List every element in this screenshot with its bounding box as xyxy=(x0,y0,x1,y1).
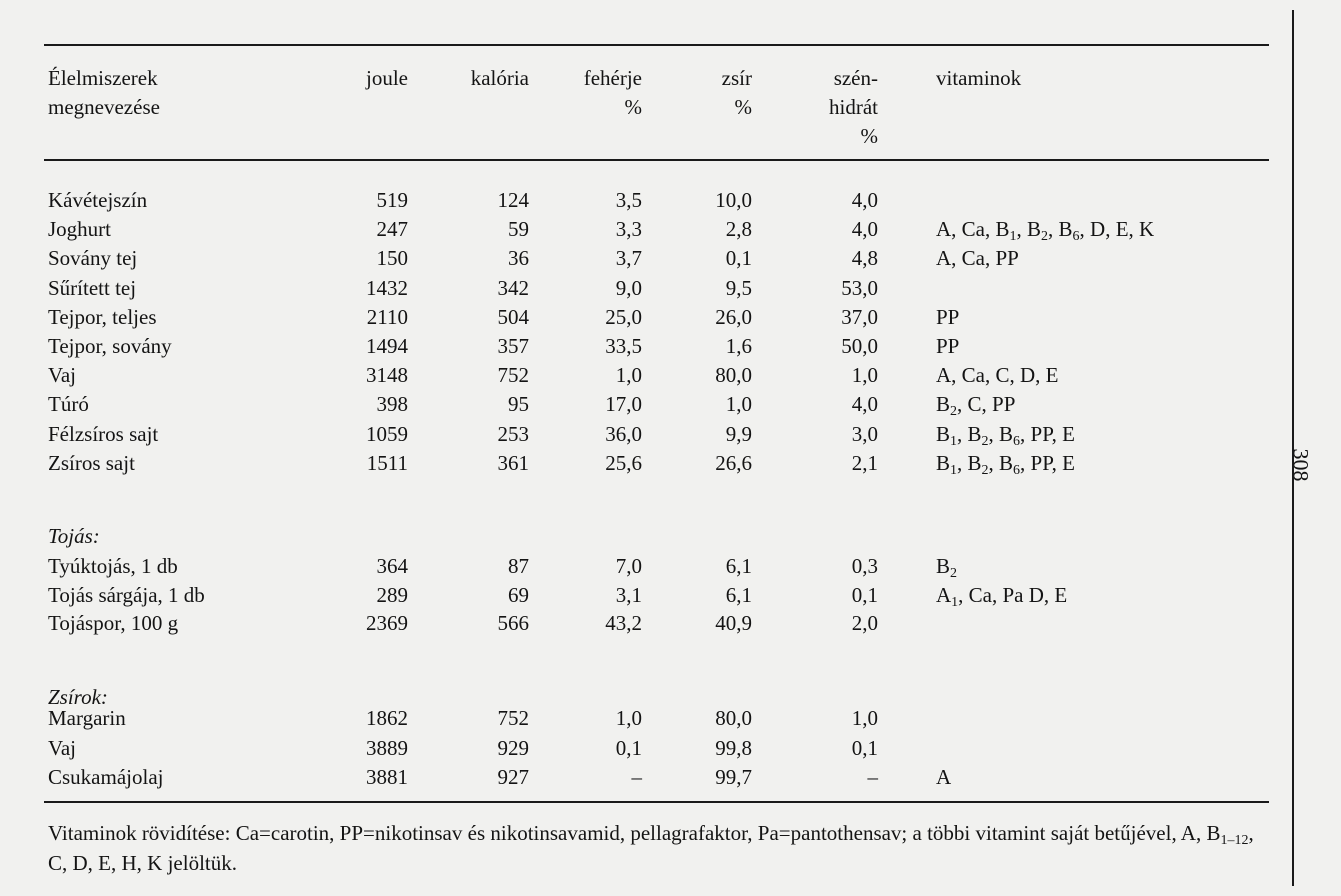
cell-joule: 519 xyxy=(376,188,408,212)
cell-feherje: 33,5 xyxy=(605,334,642,358)
cell-name: Sűrített tej xyxy=(48,275,137,300)
cell-joule: 3889 xyxy=(366,735,408,760)
cell-feherje: 0,1 xyxy=(615,735,642,760)
table-row xyxy=(0,421,1300,447)
header-joule: joule xyxy=(366,66,408,90)
cell-name: Zsíros sajt xyxy=(48,450,135,475)
table-row xyxy=(0,216,1300,245)
cell-feherje: 3,3 xyxy=(615,217,642,242)
cell-feherje: 43,2 xyxy=(605,611,642,635)
cell-zsir: 6,1 xyxy=(725,582,752,607)
cell-joule: 2369 xyxy=(366,611,408,635)
cell-szenhidrat: 3,0 xyxy=(851,421,878,446)
cell-szenhidrat: 1,0 xyxy=(851,363,878,388)
cell-szenhidrat: 0,1 xyxy=(851,582,878,607)
table-row xyxy=(0,362,1300,388)
cell-zsir: 0,1 xyxy=(725,246,752,271)
cell-zsir: 2,8 xyxy=(725,217,752,242)
cell-joule: 1432 xyxy=(366,275,408,300)
section-eggs-title: Tojás: xyxy=(48,524,100,548)
cell-szenhidrat: 53,0 xyxy=(841,275,878,300)
cell-szenhidrat: 0,1 xyxy=(851,735,878,760)
cell-name: Tejpor, teljes xyxy=(48,304,157,329)
cell-vitaminok: PP xyxy=(936,334,960,358)
cell-kaloria: 95 xyxy=(508,392,529,417)
cell-vitaminok: $B_2$ xyxy=(936,554,958,581)
table-row xyxy=(0,333,1300,359)
cell-kaloria: 504 xyxy=(497,304,529,329)
cell-kaloria: 253 xyxy=(497,421,529,446)
header-kaloria: kalória xyxy=(470,66,529,90)
cell-kaloria: 124 xyxy=(497,188,529,212)
cell-feherje: 3,5 xyxy=(615,188,642,212)
cell-vitaminok: A, Ca, $B_1$, $B_2$, $B_6$, D, E, K xyxy=(936,217,1155,245)
table-row xyxy=(0,450,1300,476)
cell-name: Joghurt xyxy=(48,217,111,242)
cell-zsir: 99,8 xyxy=(715,735,752,760)
cell-szenhidrat: 1,0 xyxy=(851,706,878,730)
cell-vitaminok: A xyxy=(936,765,952,789)
cell-vitaminok: $A_1$, Ca, Pa D, E xyxy=(936,582,1068,610)
header-vitaminok: vitaminok xyxy=(936,66,1022,90)
section-fats-title: Zsírok: xyxy=(48,685,108,709)
header-name: Élelmiszerek megnevezése xyxy=(48,66,160,119)
table-row xyxy=(0,553,1300,579)
cell-szenhidrat: 50,0 xyxy=(841,334,878,358)
cell-zsir: 80,0 xyxy=(715,363,752,388)
cell-szenhidrat: 37,0 xyxy=(841,304,878,329)
cell-zsir: 6,1 xyxy=(725,554,752,578)
cell-kaloria: 87 xyxy=(508,554,529,578)
cell-zsir: 26,6 xyxy=(715,450,752,475)
cell-vitaminok: PP xyxy=(936,304,960,329)
cell-kaloria: 342 xyxy=(497,275,529,300)
table-row xyxy=(0,764,1300,790)
cell-joule: 364 xyxy=(376,554,408,578)
cell-kaloria: 929 xyxy=(497,735,529,760)
cell-vitaminok: $B_2$, C, PP xyxy=(936,392,1016,420)
cell-kaloria: 69 xyxy=(508,582,529,607)
cell-zsir: 40,9 xyxy=(715,611,752,635)
cell-joule: 398 xyxy=(376,392,408,417)
cell-zsir: 1,6 xyxy=(725,334,752,358)
cell-name: Csukamájolaj xyxy=(48,765,164,789)
cell-joule: 3881 xyxy=(366,765,408,789)
cell-kaloria: 36 xyxy=(508,246,529,271)
cell-name: Sovány tej xyxy=(48,246,138,271)
table-row xyxy=(0,275,1300,301)
cell-name: Tyúktojás, 1 db xyxy=(48,554,178,578)
cell-name: Vaj xyxy=(48,735,76,760)
cell-kaloria: 752 xyxy=(497,363,529,388)
cell-zsir: 9,9 xyxy=(725,421,752,446)
cell-name: Kávétejszín xyxy=(48,188,148,212)
cell-szenhidrat: 4,0 xyxy=(851,217,878,242)
cell-name: Tojáspor, 100 g xyxy=(48,611,179,635)
cell-joule: 2110 xyxy=(366,304,408,329)
cell-joule: 3148 xyxy=(366,363,408,388)
cell-szenhidrat: – xyxy=(867,765,878,789)
cell-szenhidrat: 4,0 xyxy=(851,188,878,212)
cell-joule: 1862 xyxy=(366,706,408,730)
cell-joule: 150 xyxy=(376,246,408,271)
cell-joule: 1511 xyxy=(366,450,408,475)
cell-szenhidrat: 0,3 xyxy=(851,554,878,578)
cell-szenhidrat: 2,0 xyxy=(851,611,878,635)
cell-vitaminok: A, Ca, C, D, E xyxy=(936,363,1059,388)
cell-zsir: 80,0 xyxy=(715,706,752,730)
cell-zsir: 26,0 xyxy=(715,304,752,329)
cell-joule: 1494 xyxy=(366,334,408,358)
cell-kaloria: 361 xyxy=(497,450,529,475)
cell-szenhidrat: 2,1 xyxy=(851,450,878,475)
cell-vitaminok: A, Ca, PP xyxy=(936,246,1019,271)
cell-feherje: 36,0 xyxy=(605,421,642,446)
footnote: Vitaminok rövidítése: Ca=carotin, PP=nikotinsav és nikotinsavamid, pellagrafaktor, Pa=pantothensav; a többi vitamint saját betűjével, A, $B_{1-12}$, C, D, E, H, K jelöltük. xyxy=(48,821,1254,875)
header-bottom-rule xyxy=(44,159,1269,161)
cell-feherje: 7,0 xyxy=(615,554,642,578)
cell-name: Tejpor, sovány xyxy=(48,334,172,358)
cell-feherje: 17,0 xyxy=(605,392,642,417)
cell-name: Vaj xyxy=(48,363,76,388)
cell-vitaminok: $B_1$, $B_2$, $B_6$, PP, E xyxy=(936,421,1075,449)
cell-feherje: 1,0 xyxy=(615,706,642,730)
cell-joule: 1059 xyxy=(366,421,408,446)
cell-name: Margarin xyxy=(48,706,126,730)
table-row xyxy=(0,187,1300,213)
cell-szenhidrat: 4,0 xyxy=(851,392,878,417)
cell-zsir: 9,5 xyxy=(725,275,752,300)
cell-kaloria: 752 xyxy=(497,706,529,730)
header-zsir: zsír % xyxy=(721,66,752,119)
cell-feherje: 25,0 xyxy=(605,304,642,329)
cell-kaloria: 59 xyxy=(508,217,529,242)
cell-feherje: – xyxy=(631,765,642,789)
cell-kaloria: 566 xyxy=(497,611,529,635)
table-row xyxy=(0,735,1300,761)
table-row xyxy=(0,610,1300,636)
cell-kaloria: 357 xyxy=(497,334,529,358)
header-szenhidrat: szén- hidrát % xyxy=(829,66,878,148)
cell-szenhidrat: 4,8 xyxy=(851,246,878,271)
cell-feherje: 1,0 xyxy=(615,363,642,388)
table-row xyxy=(0,304,1300,330)
table-row xyxy=(0,582,1300,608)
table-row xyxy=(0,245,1300,271)
cell-feherje: 25,6 xyxy=(605,450,642,475)
cell-zsir: 10,0 xyxy=(715,188,752,212)
cell-feherje: 9,0 xyxy=(615,275,642,300)
page-number: 308 xyxy=(1288,448,1314,482)
cell-vitaminok: $B_1$, $B_2$, $B_6$, PP, E xyxy=(936,450,1075,478)
table-top-rule xyxy=(44,44,1269,46)
table-row xyxy=(0,705,1300,731)
header-feherje: fehérje % xyxy=(583,66,642,119)
cell-joule: 289 xyxy=(376,582,408,607)
cell-name: Félzsíros sajt xyxy=(48,421,159,446)
cell-name: Tojás sárgája, 1 db xyxy=(48,582,205,607)
cell-kaloria: 927 xyxy=(497,765,529,789)
cell-feherje: 3,7 xyxy=(615,246,642,271)
table-bottom-rule xyxy=(44,801,1269,803)
cell-zsir: 99,7 xyxy=(715,765,752,789)
cell-zsir: 1,0 xyxy=(725,392,752,417)
cell-name: Túró xyxy=(48,392,89,417)
cell-feherje: 3,1 xyxy=(615,582,642,607)
table-row xyxy=(0,391,1300,420)
cell-joule: 247 xyxy=(376,217,408,242)
